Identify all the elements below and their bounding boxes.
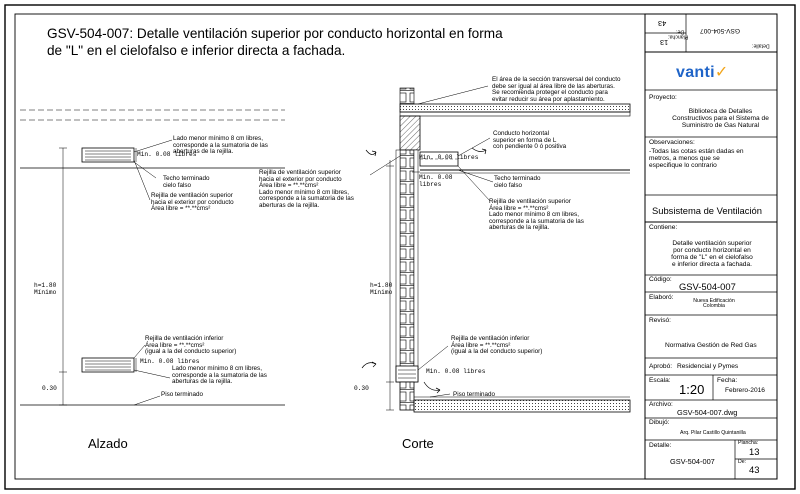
tb-observaciones-label: Observaciones: <box>649 139 695 146</box>
corte-techo-note: Techo terminado cielo falso <box>494 175 541 189</box>
tb-escala: 1:20 <box>679 382 705 397</box>
tb-contiene: Detalle ventilación superior por conducto horizontal en forma de "L" en el cielofalso e inferior directa a fachada. <box>671 240 753 268</box>
logo-check-icon: ✓ <box>714 64 729 81</box>
tb-archivo: GSV-504-007.dwg <box>677 408 738 417</box>
tb-detalle: GSV-504-007 <box>670 457 715 466</box>
tb-proyecto: Biblioteca de Detalles Constructivos para el Sistema de Suministro de Gas Natural <box>672 108 769 129</box>
tb-top-de-label: De: <box>676 28 685 35</box>
corte-piso-note: Piso terminado <box>453 391 495 398</box>
tb-fecha: Febrero-2016 <box>725 387 765 394</box>
tb-top-code: GSV-504-007 <box>700 26 740 34</box>
tb-contiene-label: Contiene: <box>649 224 678 231</box>
alzado-030-dim: 0.30 <box>42 385 57 392</box>
tb-reviso: Normativa Gestión de Red Gas <box>665 342 757 349</box>
alzado-height-dim: h=1.80 Mínimo <box>34 282 57 296</box>
alzado-min-sup-dim: Min. 0.08 libres <box>137 151 197 158</box>
tb-proyecto-label: Proyecto: <box>649 94 677 101</box>
alzado-min-inf-dim: Min. 0.08 libres <box>140 358 200 365</box>
tb-subsistema: Subsistema de Ventilación <box>652 205 762 216</box>
tb-top-detalle-label: Detalle: <box>752 42 770 49</box>
corte-wall <box>400 150 414 382</box>
airflow-arrow-lower-out <box>362 363 376 368</box>
tb-plancha: 13 <box>749 446 760 457</box>
corte-min-sup2-dim: Min. 0.08 libres <box>419 174 453 188</box>
tb-de-label: De: <box>738 459 747 465</box>
corte-conducto-note: Conducto horizontal superior en forma de L con pendiente 0 ó positiva <box>493 130 567 151</box>
tb-observaciones: -Todas las cotas están dadas en metros, a menos que se especifique lo contrario <box>649 148 744 169</box>
corte-area-seccion-note: El área de la sección transversal del conducto debe ser igual al área libre de las aberturas. Se recomienda proteger el conducto para evitar reducir su área por aplastamiento. <box>492 76 621 103</box>
tb-codigo: GSV-504-007 <box>679 281 736 292</box>
tb-elaboro: Nueva Edificación Colombia <box>693 298 735 310</box>
view-label-alzado: Alzado <box>88 436 128 451</box>
tb-plancha-label: Plancha: <box>738 440 759 446</box>
alzado-piso-note: Piso terminado <box>161 391 203 398</box>
alzado-techo-note: Techo terminado cielo falso <box>163 175 210 189</box>
alzado-rejilla-sup-note: Rejilla de ventilación superior hacia el exterior por conducto Área libre = **.**cms² <box>151 192 234 213</box>
tb-elaboro-label: Elaboró: <box>649 294 674 301</box>
tb-reviso-label: Revisó: <box>649 317 671 324</box>
corte-min-sup-dim: Min. 0.08 libres <box>419 154 479 161</box>
alzado-lado-menor-inf-note: Lado menor mínimo 8 cm libres, corresponde a la sumatoria de las aberturas de la rejilla. <box>172 365 267 386</box>
vanti-logo: vanti✓ <box>676 64 729 81</box>
tb-top-total-sheets: 43 <box>658 18 667 28</box>
view-label-corte: Corte <box>402 436 434 451</box>
tb-codigo-label: Código: <box>649 276 672 283</box>
tb-dibujo: Arq. Pilar Castillo Quintanilla <box>680 430 746 436</box>
tb-aprobo: Residencial y Pymes <box>677 363 739 370</box>
corte-height-dim: h=1.80 Mínimo <box>370 282 393 296</box>
tb-de: 43 <box>749 464 760 475</box>
alzado-rejilla-inf-note: Rejilla de ventilación inferior Área libre = **.**cms² (igual a la del conducto superior) <box>145 335 237 356</box>
tb-top-plancha-label: Plancha: <box>668 33 689 40</box>
tb-fecha-label: Fecha: <box>717 377 738 384</box>
corte-030-dim: 0.30 <box>354 385 369 392</box>
tb-top-plancha: 13 <box>660 37 669 47</box>
corte-rejilla-sup-izq-note: Rejilla de ventilación superior hacia el exterior por conducto Área libre = **.**cms² Lado menor mínimo 8 cm libres, corresponde a la sumatoria de las aberturas de la rejilla. <box>259 169 354 210</box>
tb-archivo-label: Archivo: <box>649 401 673 408</box>
corte-rejilla-inf-note: Rejilla de ventilación inferior Área libre = **.**cms² (igual a la del conducto superior) <box>451 335 543 356</box>
tb-aprobo-label: Aprobó: <box>649 363 673 370</box>
airflow-arrow-upper <box>366 150 376 155</box>
tb-dibujo-label: Dibujó: <box>649 419 670 426</box>
tb-detalle-label: Detalle: <box>649 442 672 449</box>
drawing-title: GSV-504-007: Detalle ventilación superior por conducto horizontal en forma de "L" en el cielofalso e inferior directa a fachada. <box>47 26 503 58</box>
corte-rejilla-sup-der-note: Rejilla de ventilación superior Área libre = **.**cms² Lado menor mínimo 8 cm libres, corresponde a la sumatoria de las aberturas de la rejilla. <box>489 198 584 232</box>
corte-min-inf-dim: Min. 0.08 libres <box>426 368 486 375</box>
alzado-lado-menor-sup-note: Lado menor mínimo 8 cm libres, corresponde a la sumatoria de las aberturas de la rejilla. <box>173 135 268 156</box>
tb-escala-label: Escala: <box>649 377 671 384</box>
